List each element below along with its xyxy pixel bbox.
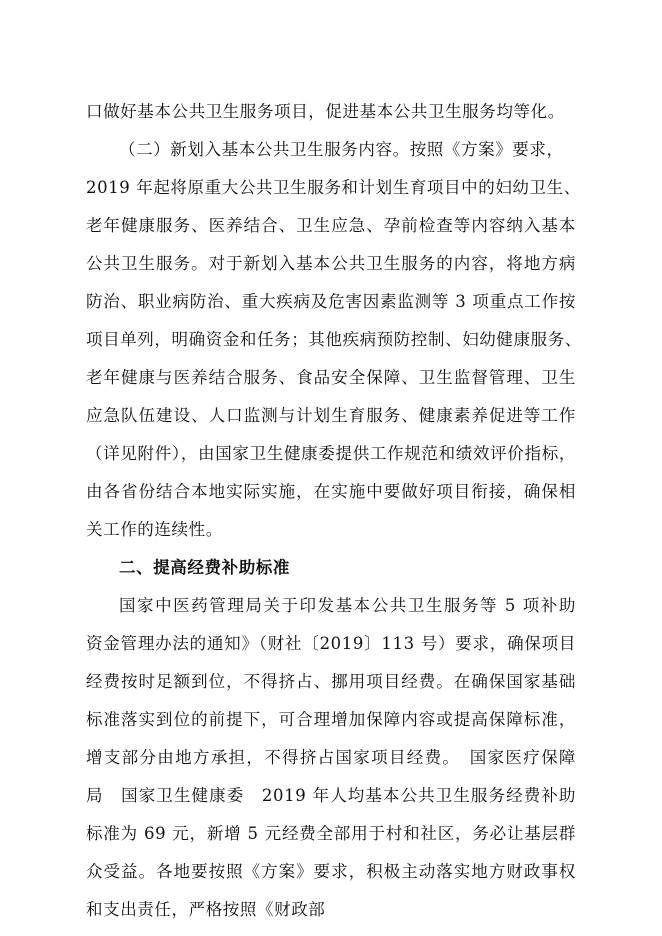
- paragraph-line: 防治、职业病防治、重大疾病及危害因素监测等 3 项重点工作按: [86, 292, 576, 311]
- paragraph-line: 众受益。各地要按照《方案》要求，积极主动落实地方财政事权: [86, 862, 576, 881]
- paragraph-line: 2019 年起将原重大公共卫生服务和计划生育项目中的妇幼卫生、: [86, 178, 581, 197]
- paragraph-line: 资金管理办法的通知》（财社〔2019〕113 号）要求，确保项目: [86, 634, 576, 653]
- section-heading: 二、提高经费补助标准: [119, 558, 290, 577]
- paragraph-line: 国家中医药管理局关于印发基本公共卫生服务等 5 项补助: [119, 596, 576, 615]
- paragraph-line: 标准落实到位的前提下，可合理增加保障内容或提高保障标准，: [86, 710, 576, 729]
- paragraph-line: （详见附件），由国家卫生健康委提供工作规范和绩效评价指标，: [86, 444, 576, 463]
- paragraph-line: 老年健康与医养结合服务、食品安全保障、卫生监督管理、卫生: [86, 368, 576, 387]
- paragraph-line: 局 国家卫生健康委 2019 年人均基本公共卫生服务经费补助: [86, 786, 576, 805]
- paragraph-line: （二）新划入基本公共卫生服务内容。按照《方案》要求，: [119, 140, 564, 159]
- paragraph-line: 关工作的连续性。: [86, 520, 223, 539]
- paragraph-line: 经费按时足额到位，不得挤占、挪用项目经费。在确保国家基础: [86, 672, 576, 691]
- paragraph-line: 应急队伍建设、人口监测与计划生育服务、健康素养促进等工作: [86, 406, 576, 425]
- paragraph-line: 老年健康服务、医养结合、卫生应急、孕前检查等内容纳入基本: [86, 216, 576, 235]
- paragraph-line: 增支部分由地方承担，不得挤占国家项目经费。 国家医疗保障: [86, 748, 576, 767]
- paragraph-line: 和支出责任，严格按照《财政部: [86, 900, 326, 919]
- paragraph-line: 由各省份结合本地实际实施，在实施中要做好项目衔接，确保相: [86, 482, 576, 501]
- paragraph-line: 口做好基本公共卫生服务项目，促进基本公共卫生服务均等化。: [86, 102, 565, 121]
- paragraph-line: 标准为 69 元，新增 5 元经费全部用于村和社区，务必让基层群: [86, 824, 576, 843]
- paragraph-line: 公共卫生服务。对于新划入基本公共卫生服务的内容，将地方病: [86, 254, 576, 273]
- paragraph-line: 项目单列，明确资金和任务；其他疾病预防控制、妇幼健康服务、: [86, 330, 582, 349]
